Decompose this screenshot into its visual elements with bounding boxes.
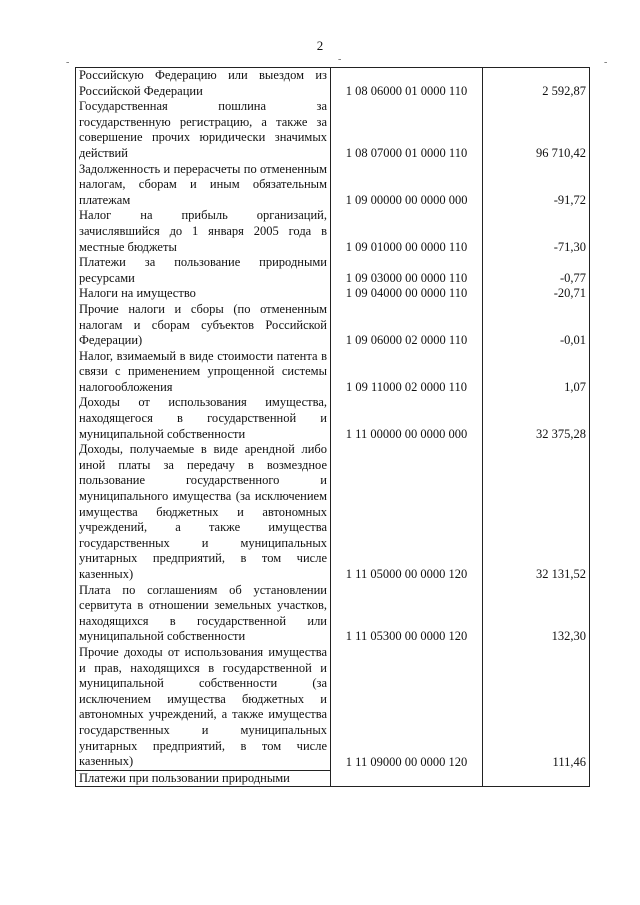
row-name-cell: Плата по соглашениям об установлении сервитута в отношении земельных участков, находящихся в государственной или муниципальной собственности (76, 583, 331, 645)
row-name-cell: Задолженность и перерасчеты по отмененным налогам, сборам и иным обязательным платежам (76, 162, 331, 209)
table-row (76, 255, 590, 286)
row-amount-cell (483, 770, 590, 787)
row-code-cell (331, 770, 483, 787)
table-row (76, 162, 590, 209)
row-name-cell: Налог на прибыль организаций, зачислявшийся до 1 января 2005 года в местные бюджеты (76, 208, 331, 255)
row-code-cell: 1 09 04000 00 0000 110 (331, 286, 483, 302)
table-row (76, 395, 590, 442)
table-row (76, 68, 590, 100)
row-code-cell: 1 11 09000 00 0000 120 (331, 645, 483, 770)
row-amount-cell: 1,07 (483, 349, 590, 396)
table-row (76, 583, 590, 645)
row-amount-cell: 111,46 (483, 645, 590, 770)
row-code-cell: 1 09 00000 00 0000 000 (331, 162, 483, 209)
scan-mark-right: - (604, 57, 608, 68)
row-code-cell: 1 08 06000 01 0000 110 (331, 68, 483, 100)
scan-mark-center: - (338, 54, 342, 65)
row-code-cell: 1 08 07000 01 0000 110 (331, 99, 483, 161)
row-code-cell: 1 11 00000 00 0000 000 (331, 395, 483, 442)
row-code-cell: 1 11 05300 00 0000 120 (331, 583, 483, 645)
revenue-table (75, 67, 590, 787)
row-code-cell: 1 09 06000 02 0000 110 (331, 302, 483, 349)
row-name-cell: Платежи за пользование природными ресурсами (76, 255, 331, 286)
row-amount-cell: 32 375,28 (483, 395, 590, 442)
row-name-cell: Прочие налоги и сборы (по отмененным налогам и сборам субъектов Российской Федерации) (76, 302, 331, 349)
row-code-cell: 1 09 11000 02 0000 110 (331, 349, 483, 396)
table-row (76, 645, 590, 770)
table-row (76, 99, 590, 161)
row-code-cell: 1 09 01000 00 0000 110 (331, 208, 483, 255)
row-amount-cell: 132,30 (483, 583, 590, 645)
page-number: 2 (316, 38, 324, 53)
row-amount-cell: -0,77 (483, 255, 590, 286)
row-name-cell: Налог, взимаемый в виде стоимости патента в связи с применением упрощенной системы налогообложения (76, 349, 331, 396)
row-amount-cell: -71,30 (483, 208, 590, 255)
row-name-cell: Российскую Федерацию или выездом из Российской Федерации (76, 68, 331, 100)
row-name-cell: Налоги на имущество (76, 286, 331, 302)
row-name-cell: Государственная пошлина за государственную регистрацию, а также за совершение прочих юридически значимых действий (76, 99, 331, 161)
table-row (76, 770, 590, 787)
row-name-cell: Платежи при пользовании природными (76, 770, 331, 787)
row-name-cell: Доходы, получаемые в виде арендной либо иной платы за передачу в возмездное пользование государственного и муниципального имущества (за исключением имущества бюджетных и автономных учреждений, а также имущества государственных и муниципальных унитарных предприятий, в том числе казенных) (76, 442, 331, 582)
row-amount-cell: -91,72 (483, 162, 590, 209)
row-code-cell: 1 09 03000 00 0000 110 (331, 255, 483, 286)
row-name-cell: Доходы от использования имущества, находящегося в государственной и муниципальной собственности (76, 395, 331, 442)
table-row (76, 286, 590, 302)
scan-mark-left: - (66, 57, 70, 68)
row-amount-cell: -0,01 (483, 302, 590, 349)
row-code-cell: 1 11 05000 00 0000 120 (331, 442, 483, 582)
table-row (76, 442, 590, 582)
row-amount-cell: 96 710,42 (483, 99, 590, 161)
row-amount-cell: 2 592,87 (483, 68, 590, 100)
table-row (76, 302, 590, 349)
row-name-cell: Прочие доходы от использования имущества и прав, находящихся в государственной и муниципальной собственности (за исключением имущества бюджетных и автономных учреждений, а также имущества государственных и муниципальных унитарных предприятий, в том числе казенных) (76, 645, 331, 770)
row-amount-cell: -20,71 (483, 286, 590, 302)
row-amount-cell: 32 131,52 (483, 442, 590, 582)
table-row (76, 208, 590, 255)
table-row (76, 349, 590, 396)
